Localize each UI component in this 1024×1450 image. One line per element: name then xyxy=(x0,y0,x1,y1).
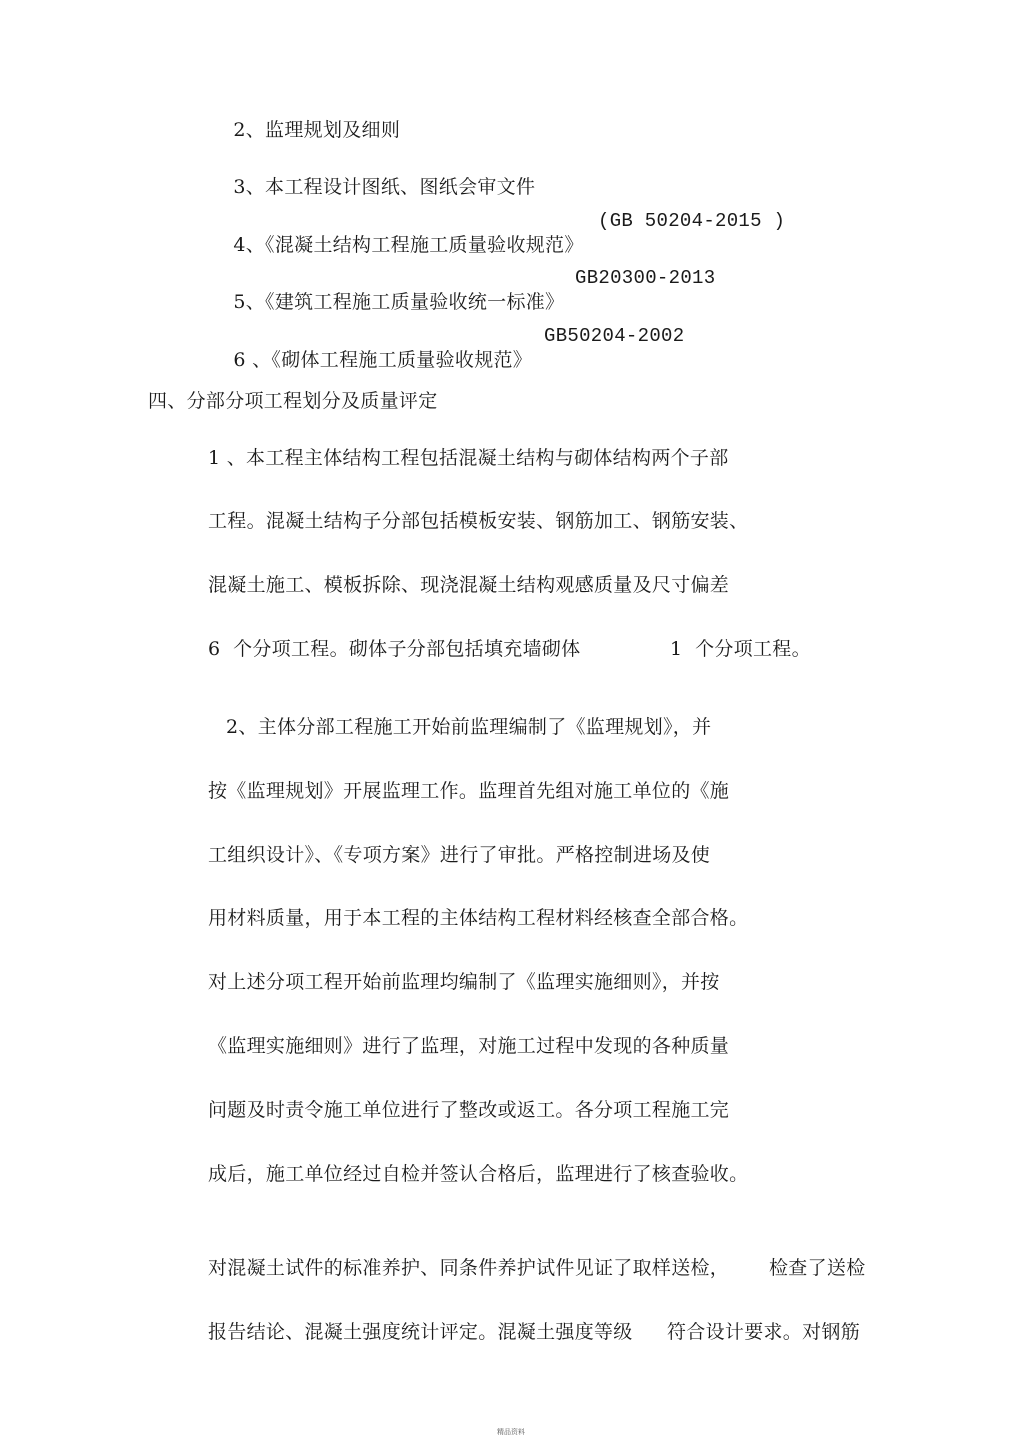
para2-line-3: 工组织设计》、《专项方案》进行了审批。严格控制进场及使 xyxy=(208,844,711,866)
para1-line-4: 6 个分项工程。砌体子分部包括填充墙砌体 xyxy=(208,638,581,660)
ref-code-6: GB50204-2002 xyxy=(544,325,685,347)
ref-code-4: (GB 50204-2015 ) xyxy=(598,210,786,232)
para3-line-2-tail: 符合设计要求。对钢筋 xyxy=(667,1321,861,1343)
ref-text: 、《建筑工程施工质量验收统一标准》 xyxy=(245,291,565,313)
section-heading: 四、分部分项工程划分及质量评定 xyxy=(148,390,438,412)
para1-line-1: 1 、本工程主体结构工程包括混凝土结构与砌体结构两个子部 xyxy=(208,447,729,469)
para2-line-6: 《监理实施细则》进行了监理，对施工过程中发现的各种质量 xyxy=(208,1035,730,1057)
ref-code-5: GB20300-2013 xyxy=(575,267,716,289)
para3-line-2: 报告结论、混凝土强度统计评定。混凝土强度等级 xyxy=(208,1321,633,1343)
para2-line-8: 成后，施工单位经过自检并签认合格后，监理进行了核查验收。 xyxy=(208,1163,749,1185)
ref-text: 、监理规划及细则 xyxy=(245,119,401,141)
ref-text: 、《砌体工程施工质量验收规范》 xyxy=(245,349,533,371)
para2-line-1: 2、主体分部工程施工开始前监理编制了《监理规划》，并 xyxy=(226,716,712,738)
ref-number: 4 xyxy=(233,234,246,256)
ref-item-6 xyxy=(208,324,532,396)
ref-number: 6 xyxy=(233,349,246,371)
para3-line-1-tail: 检查了送检 xyxy=(769,1257,866,1279)
ref-number: 3 xyxy=(233,176,246,198)
ref-text: 、本工程设计图纸、图纸会审文件 xyxy=(245,176,536,198)
ref-text: 、《混凝土结构工程施工质量验收规范》 xyxy=(245,234,584,256)
para1-line-4-tail: 1 个分项工程。 xyxy=(670,638,811,660)
para1-line-2: 工程。混凝土结构子分部包括模板安装、钢筋加工、钢筋安装、 xyxy=(208,510,749,532)
ref-number: 5 xyxy=(233,291,246,313)
para2-line-2: 按《监理规划》开展监理工作。监理首先组对施工单位的《施 xyxy=(208,780,730,802)
para3-line-1: 对混凝土试件的标准养护、同条件养护试件见证了取样送检， xyxy=(208,1257,730,1279)
para2-line-7: 问题及时责令施工单位进行了整改或返工。各分项工程施工完 xyxy=(208,1099,730,1121)
para2-line-5: 对上述分项工程开始前监理均编制了《监理实施细则》，并按 xyxy=(208,971,720,993)
para2-line-4: 用材料质量，用于本工程的主体结构工程材料经核查全部合格。 xyxy=(208,907,749,929)
ref-number: 2 xyxy=(233,119,246,141)
page-footer: 精品资料 xyxy=(497,1428,525,1436)
para1-line-3: 混凝土施工、模板拆除、现浇混凝土结构观感质量及尺寸偏差 xyxy=(208,574,730,596)
